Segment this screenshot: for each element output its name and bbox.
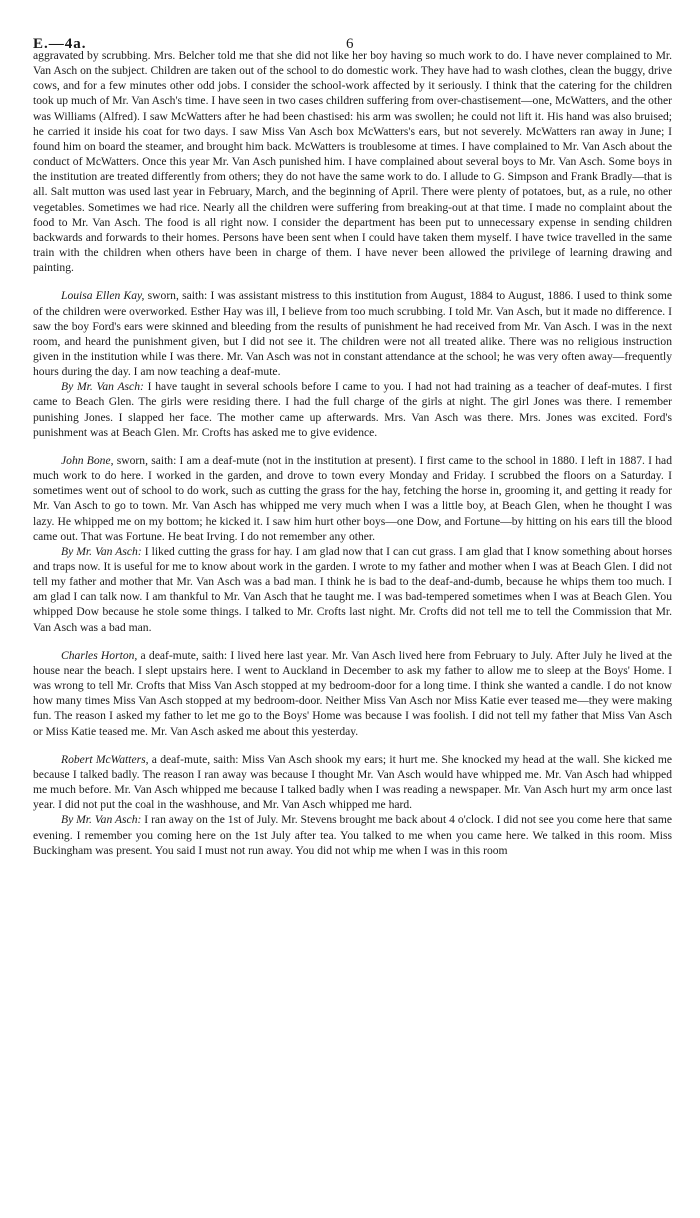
paragraph-text: sworn, saith: I was assistant mistress to this institution from August, 1884 to August, 1886. I used to think some of the children were overworked. Esther Hay was ill, I believe from too much scrubbing. I told Mr. Van Asch, but it made no difference. I saw the boy Ford's ears were skinned and bleeding from the results of punishment he had received from Mr. Van Asch. I was in the next room, and heard the punishment given, but I did not see it. The children were not all treated alike. There was no religious instruction given in the institution while I was there. Mr. Van Asch was not in constant attendance at the school; he was very often away—frequently hours during the day. I am now teaching a deaf-mute. <box>33 289 672 379</box>
examiner-label: By Mr. Van Asch: <box>61 380 144 394</box>
cross-examination-paragraph <box>33 544 672 635</box>
witness-name: Charles Horton, <box>61 648 138 662</box>
paragraph-text: a deaf-mute, saith: I lived here last year. Mr. Van Asch lived here from February to July. After July he lived at the house near the beach. I slept upstairs here. I went to Auckland in December to ask my father to allow me to sleep at the Boys' Home. I was wrong to tell Mr. Crofts that Miss Van Asch stopped at my bedroom-door for a long time. I think she wanted a candle. I do not know how many times Miss Van Asch stopped at my bedroom-door. Neither Miss Van Asch nor Miss Katie ever teased me—they were making fun. The reason I asked my father to let me go to the Boys' Home was because I was foolish. I did not tell my father that Miss Van Asch or Miss Katie teased me. Mr. Van Asch asked me about this yesterday. <box>33 648 672 738</box>
cross-examination-paragraph <box>33 812 672 857</box>
testimony-paragraph <box>33 752 672 813</box>
examiner-label: By Mr. Van Asch: <box>61 544 142 558</box>
testimony-paragraph <box>33 453 672 544</box>
cross-examination-paragraph <box>33 379 672 440</box>
witness-name: John Bone, <box>61 453 114 467</box>
examiner-label: By Mr. Van Asch: <box>61 813 142 827</box>
paragraph-text: a deaf-mute, saith: Miss Van Asch shook my ears; it hurt me. She knocked my head at the wall. She kicked me because I talked badly. The reason I ran away was because I thought Mr. Van Asch would have whipped me. Mr. Van Asch had whipped me much before. Mr. Van Asch whipped me because I talked badly when I was reading a newspaper. Mr. Van Asch hurt my arm once last year. I did not put the coal in the washhouse, and Mr. Van Asch whipped me hard. <box>33 752 672 812</box>
witness-name: Louisa Ellen Kay, <box>61 289 145 303</box>
paragraph-text: I liked cutting the grass for hay. I am glad now that I can cut grass. I am glad that I know something about horses and traps now. It is useful for me to know about work in the garden. I wrote to my father and mother when I was at Beach Glen. I did not tell my father and mother that Mr. Van Asch was a bad man. I think he is bad to the deaf-and-dumb, because he whips them too much. I am glad I can talk now. I am thankful to Mr. Van Asch that he taught me. I was bad-tempered sometimes when I was at Beach Glen. You whipped Dow because he stole some things. I talked to Mr. Crofts last night. Mr. Crofts did not tell me to tell the Commission that Mr. Van Asch was a bad man. <box>33 544 672 634</box>
document-body <box>33 48 672 858</box>
paragraph-text: I have taught in several schools before I came to you. I had not had training as a teacher of deaf-mutes. I first came to Beach Glen. The girls were residing there. I had the full charge of the girls at night. The girl Jones was there. I remember punishing Jones. I slapped her face. The mother came up afterwards. Mrs. Van Asch was there. Mrs. Jones was excited. Ford's punishment was at Beach Glen. Mr. Crofts has asked me to give evidence. <box>33 380 672 439</box>
testimony-paragraph <box>33 648 672 739</box>
paragraph-continued <box>33 48 672 275</box>
paragraph-text: aggravated by scrubbing. Mrs. Belcher told me that she did not like her boy having so much work to do. I have never complained to Mr. Van Asch on the subject. Children are taken out of the school to do domestic work. They have had to wash clothes, clean the buggy, drive cows, and for a few minutes other odd jobs. I consider the school-work affected by it seriously. I think that the catering for the children took up much of Mr. Van Asch's time. I have seen in two cases children suffering from over-chastisement—one, McWatters, and the other was Williams (Alfred). I saw McWatters after he had been chastised: his arm was swollen; he could not lift it. His hand was also bruised; he carried it inside his coat for two days. I saw Miss Van Asch box McWatters's ears, but not severely. McWatters ran away in June; I found him on board the steamer, and brought him back. McWatters is troublesome at times. I have complained to Mr. Van Asch about the conduct of McWatters. Once this year Mr. Van Asch punished him. I have complained about several boys to Mr. Van Asch. Some boys in the institution are treated differently from others; they do not have the same work to do. I allude to G. Simpson and Frank Bradly—that is all. Salt mutton was used last year in February, March, and the beginning of April. There were plenty of potatoes, but, as a rule, no other vegetables. Sometimes we had rice. Nearly all the children were suffering from breaking-out at that time. I made no complaint about the food to Mr. Van Asch. The food is all right now. I consider the department has been put to unnecessary expense in sending children backwards and forwards to their homes. Persons have been sent when I could have taken them myself. I have twice travelled in the same train with the children when others have been in charge of them. I have never been allowed the privilege of learning drawing and painting. <box>33 49 672 275</box>
witness-name: Robert McWatters, <box>61 752 149 766</box>
page-header <box>33 0 672 52</box>
testimony-paragraph <box>33 288 672 379</box>
page-number: 6 <box>346 36 354 52</box>
document-reference: E.—4a. <box>33 36 87 52</box>
paragraph-text: sworn, saith: I am a deaf-mute (not in the institution at present). I first came to the school in 1880. I left in 1887. I had much work to do here. I worked in the garden, and drove to town every Monday and Friday. I scrubbed the floors on a Saturday. I sometimes went out of school to do work, such as cutting the grass for the hay, fetching the horse in, grooming it, and getting it ready for Mr. Van Asch to go to town. Mr. Van Asch has whipped me very much when I was a little boy, at Beach Glen, when he thought I was lazy. He whipped me on my bottom; he kicked it. I saw him hurt other boys—one Dow, and Fortune—by hitting on his ears till the blood came out. That was Fortune. He beat Irving. I do not remember any other. <box>33 453 673 543</box>
paragraph-text: I ran away on the 1st of July. Mr. Stevens brought me back about 4 o'clock. I did not see you come here that same evening. I remember you coming here on the 1st July after tea. You talked to me when you came here. We talked in this room. Miss Buckingham was present. You said I must not run away. You did not whip me when I was in this room <box>33 813 672 857</box>
